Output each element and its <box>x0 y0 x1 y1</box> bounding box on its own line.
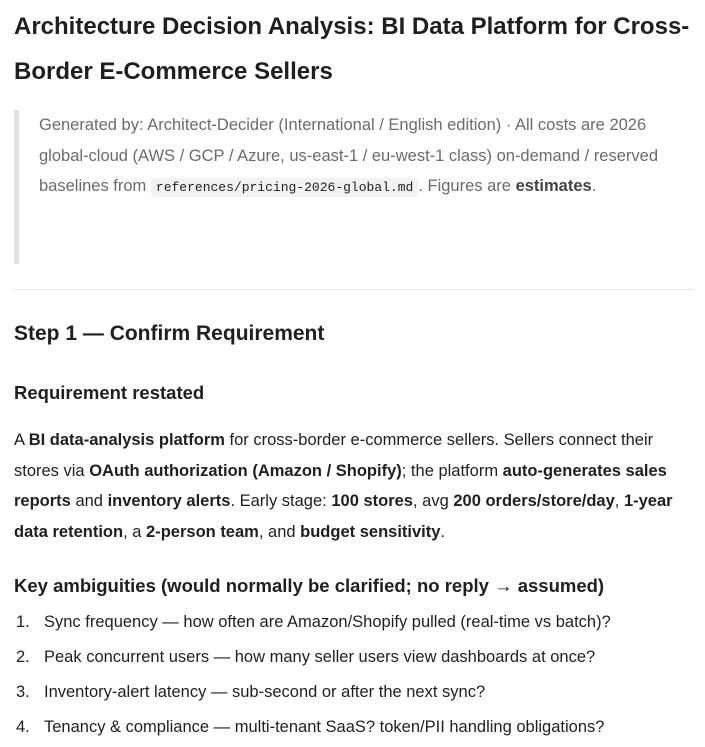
paragraph-text: for cross-border e-commerce sellers. Sellers connect their stores via <box>14 431 654 480</box>
ambiguity-item <box>14 677 698 712</box>
generation-note <box>39 110 674 204</box>
ambiguity-text: Tenancy & compliance — multi-tenant SaaS? token/PII handling obligations? <box>44 718 605 736</box>
requirement-restated-heading: Requirement restated <box>14 382 205 403</box>
ambiguity-number: 1. <box>16 613 30 631</box>
note-line-3-end: . <box>591 177 597 195</box>
paragraph-emphasis: 100 stores <box>331 492 413 510</box>
note-line-2: global-cloud (AWS / GCP / Azure, us-east-1 / eu-west-1 class) on-demand / reserved <box>39 146 659 165</box>
paragraph-emphasis: auto-generates sales reports <box>14 461 667 510</box>
ambiguity-number: 3. <box>16 683 30 701</box>
ambiguity-item <box>14 642 698 677</box>
paragraph-text: . <box>440 522 446 541</box>
paragraph-emphasis: 1-year data retention <box>14 492 673 541</box>
ambiguity-text: Peak concurrent users — how many seller users view dashboards at once? <box>44 648 596 666</box>
paragraph-text: , <box>614 492 624 510</box>
paragraph-emphasis: budget sensitivity <box>300 522 441 541</box>
paragraph-emphasis: 200 orders/store/day <box>453 492 615 510</box>
paragraph-text: ; the platform <box>401 461 503 480</box>
paragraph-text: , avg <box>412 492 454 510</box>
ambiguity-number: 2. <box>16 648 30 666</box>
ambiguity-text: Inventory-alert latency — sub-second or after the next sync? <box>44 683 486 701</box>
requirement-paragraph <box>14 425 698 547</box>
ambiguities-heading: Key ambiguities (would normally be clarified; no reply → assumed) <box>14 575 605 596</box>
pricing-file-code: references/pricing-2026-global.md <box>151 178 418 197</box>
paragraph-emphasis: BI data-analysis platform <box>28 431 225 449</box>
paragraph-text: , a <box>123 522 147 541</box>
note-line-3-lead: baselines from <box>39 177 151 195</box>
step1-heading: Step 1 — Confirm Requirement <box>14 322 325 345</box>
note-line-3-mid: . Figures are <box>418 177 516 195</box>
paragraph-emphasis: 2-person team <box>146 522 259 541</box>
paragraph-text: and <box>70 492 108 510</box>
generation-note-blockquote <box>14 110 674 264</box>
note-line-1: Generated by: Architect-Decider (International / English edition) · All costs are 2026 <box>39 116 647 134</box>
ambiguity-text: Sync frequency — how often are Amazon/Shopify pulled (real-time vs batch)? <box>44 613 611 631</box>
section-divider <box>14 289 694 290</box>
paragraph-text: A <box>14 431 29 449</box>
ambiguity-item <box>14 607 698 642</box>
paragraph-text: . Early stage: <box>230 492 332 510</box>
page-title: Architecture Decision Analysis: BI Data Platform for Cross-Border E-Commerce Sellers <box>14 13 690 85</box>
estimates-emphasis: estimates <box>515 177 592 195</box>
ambiguity-number: 4. <box>16 718 30 736</box>
paragraph-emphasis: inventory alerts <box>107 492 231 510</box>
paragraph-text: , and <box>258 522 301 541</box>
ambiguities-list <box>14 607 698 747</box>
ambiguity-item <box>14 712 698 747</box>
paragraph-emphasis: OAuth authorization (Amazon / Shopify) <box>89 461 402 480</box>
